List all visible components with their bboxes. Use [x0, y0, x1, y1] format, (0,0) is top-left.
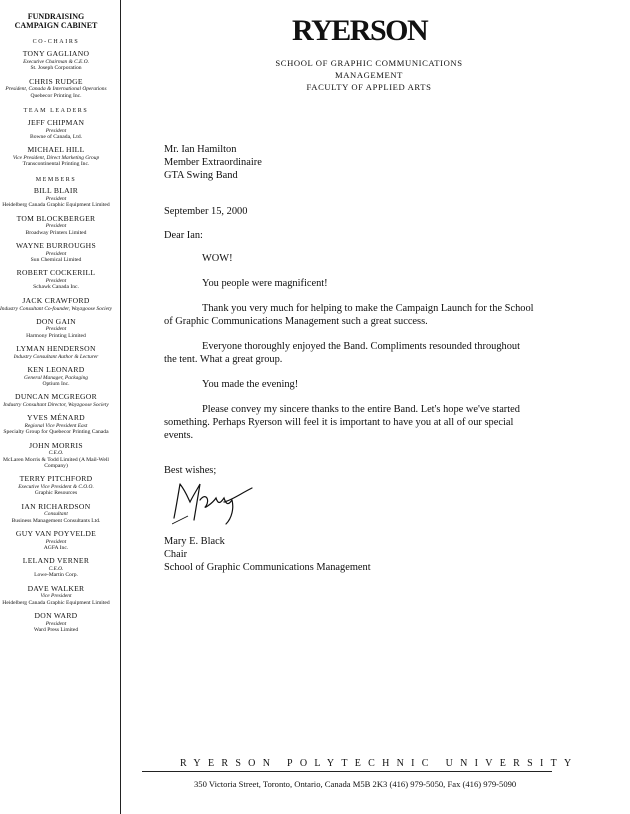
cabinet-member: [0, 297, 112, 312]
paragraph-band: Everyone thoroughly enjoyed the Band. Compliments resounded throughout the tent. What a great group.: [164, 341, 521, 365]
member-org: Graphic Resources: [34, 490, 78, 497]
member-org: Business Management Consultants Ltd.: [11, 517, 101, 524]
vertical-divider: [120, 0, 121, 814]
campaign-cabinet-sidebar: [0, 12, 112, 639]
paragraph-wow: WOW!: [202, 253, 233, 264]
member-name: YVES MÉNARD: [27, 413, 85, 423]
cabinet-member: [0, 530, 112, 551]
member-org: Heidelberg Canada Graphic Equipment Limited: [2, 599, 110, 606]
cabinet-member: [0, 345, 112, 360]
member-name: GUY VAN POYVELDE: [15, 529, 97, 539]
member-role: Industry Consultant Author & Lecturer: [13, 353, 99, 360]
sidebar-title-line-2: CAMPAIGN CABINET: [14, 21, 98, 31]
member-name: CHRIS RUDGE: [29, 76, 83, 86]
faculty-name: FACULTY OF APPLIED ARTS: [306, 82, 432, 93]
school-name: SCHOOL OF GRAPHIC COMMUNICATIONS MANAGEMENT: [275, 58, 463, 81]
recipient-line: Mr. Ian Hamilton: [164, 144, 237, 155]
signer-title: Chair: [164, 549, 188, 560]
cabinet-member: [0, 242, 112, 263]
member-name: TERRY PITCHFORD: [19, 474, 93, 484]
member-role: President: [45, 196, 67, 203]
member-org: McLaren Morris & Todd Limited (A Mail-Well Company): [3, 456, 109, 469]
sidebar-title-line-1: FUNDRAISING: [27, 12, 85, 21]
member-name: LYMAN HENDERSON: [16, 344, 96, 354]
paragraph-thanks: Thank you very much for helping to make the Campaign Launch for the School of Graphic Communications Management such a great success.: [164, 303, 534, 327]
member-org: Heidelberg Canada Graphic Equipment Limited: [2, 202, 110, 209]
cabinet-member: [0, 215, 112, 236]
cabinet-member: [0, 119, 112, 140]
sidebar-sections: [0, 39, 112, 633]
cabinet-member: [0, 585, 112, 606]
member-role: President: [45, 250, 67, 257]
member-name: TONY GAGLIANO: [22, 49, 90, 59]
member-org: Quebecor Printing Inc.: [30, 92, 82, 99]
member-role: President: [45, 127, 67, 134]
member-name: JEFF CHIPMAN: [27, 117, 85, 127]
footer-university: RYERSON POLYTECHNIC UNIVERSITY: [180, 758, 579, 769]
ryerson-logo: RYERSON: [292, 14, 428, 47]
cabinet-member: [0, 318, 112, 339]
sidebar-section-label: CO-CHAIRS: [32, 39, 80, 46]
member-name: DON WARD: [34, 611, 78, 621]
cabinet-member: [0, 475, 112, 496]
paragraph-convey: Please convey my sincere thanks to the entire Band. Let's hope we've started something. Perhaps Ryerson will feel it is important to have you at all of our special events.: [164, 404, 520, 441]
member-role: President: [45, 326, 67, 333]
member-org: Specialty Group for Quebecor Printing Canada: [3, 429, 109, 436]
handwritten-signature: [172, 478, 262, 528]
member-org: Harmony Printing Limited: [26, 332, 86, 339]
member-role: President: [45, 223, 67, 230]
member-org: Transcontinental Printing Inc.: [22, 161, 90, 168]
cabinet-member: [0, 557, 112, 578]
member-name: BILL BLAIR: [33, 186, 79, 196]
member-name: TOM BLOCKBERGER: [16, 213, 96, 223]
cabinet-member: [0, 442, 112, 470]
cabinet-member: [0, 187, 112, 208]
footer-address: 350 Victoria Street, Toronto, Ontario, Canada M5B 2K3 (416) 979-5050, Fax (416) 979-5090: [194, 779, 517, 789]
member-role: President: [45, 620, 67, 627]
member-role: Industry Consultant Co-founder, Wayzgoose Society: [0, 305, 112, 312]
member-name: WAYNE BURROUGHS: [16, 241, 96, 251]
member-org: Ward Press Limited: [33, 627, 79, 633]
signer-name: Mary E. Black: [164, 536, 225, 547]
member-role: C.E.O.: [48, 450, 64, 457]
cabinet-member: [0, 50, 112, 71]
member-org: Optium Inc.: [42, 380, 70, 387]
member-role: Vice President: [40, 593, 72, 600]
member-name: KEN LEONARD: [27, 364, 85, 374]
member-role: Executive Vice President & C.O.O.: [18, 484, 94, 491]
member-name: DON GAIN: [36, 316, 76, 326]
member-role: Consultant: [44, 511, 68, 518]
cabinet-member: [0, 414, 112, 435]
member-org: St. Joseph Corporation: [30, 65, 82, 72]
cabinet-member: [0, 366, 112, 387]
member-role: Executive Chairman & C.E.O.: [23, 58, 89, 65]
recipient-line: Member Extraordinaire: [164, 157, 262, 168]
member-org: Bowne of Canada, Ltd.: [29, 133, 83, 140]
cabinet-member: [0, 78, 112, 99]
member-role: President, Canada & International Operations: [5, 86, 107, 93]
cabinet-member: [0, 146, 112, 167]
cabinet-member: [0, 393, 112, 408]
member-org: AGFA Inc.: [43, 544, 69, 551]
sidebar-section-label: TEAM LEADERS: [23, 107, 89, 114]
member-org: Sun Chemical Limited: [30, 257, 82, 264]
cabinet-member: [0, 503, 112, 524]
sidebar-section-label: MEMBERS: [35, 176, 77, 183]
member-role: General Manager, Packaging: [24, 374, 88, 381]
signer-department: School of Graphic Communications Management: [164, 562, 371, 573]
member-name: JOHN MORRIS: [29, 440, 83, 450]
member-org: Lowe-Martin Corp.: [34, 572, 78, 579]
letterhead-department: [244, 57, 494, 93]
paragraph-magnificent: You people were magnificent!: [202, 278, 328, 289]
member-name: JACK CRAWFORD: [22, 295, 90, 305]
paragraph-evening: You made the evening!: [202, 379, 299, 390]
member-name: MICHAEL HILL: [27, 145, 85, 155]
member-role: Regional Vice President East: [24, 422, 88, 429]
member-role: Vice President, Direct Marketing Group: [12, 154, 100, 161]
member-role: President: [45, 278, 67, 285]
salutation: Dear Ian:: [164, 230, 203, 241]
member-role: Industry Consultant Director, Wayzgoose Society: [3, 402, 109, 409]
recipient-line: GTA Swing Band: [164, 170, 238, 181]
member-org: Broadway Printers Limited: [25, 229, 87, 236]
member-name: LELAND VERNER: [22, 556, 90, 566]
footer-rule: [142, 771, 552, 772]
cabinet-member: [0, 612, 112, 633]
member-name: DUNCAN MCGREGOR: [15, 392, 97, 402]
member-name: DAVE WALKER: [27, 583, 85, 593]
member-name: IAN RICHARDSON: [21, 501, 91, 511]
closing: Best wishes;: [164, 465, 217, 476]
member-org: Schawk Canada Inc.: [33, 284, 79, 291]
member-name: ROBERT COCKERILL: [16, 268, 96, 278]
recipient-block: [164, 143, 534, 182]
member-role: C.E.O.: [48, 566, 64, 573]
cabinet-member: [0, 269, 112, 290]
signer-block: [164, 535, 534, 574]
letter-date: September 15, 2000: [164, 206, 248, 217]
member-role: President: [45, 538, 67, 545]
